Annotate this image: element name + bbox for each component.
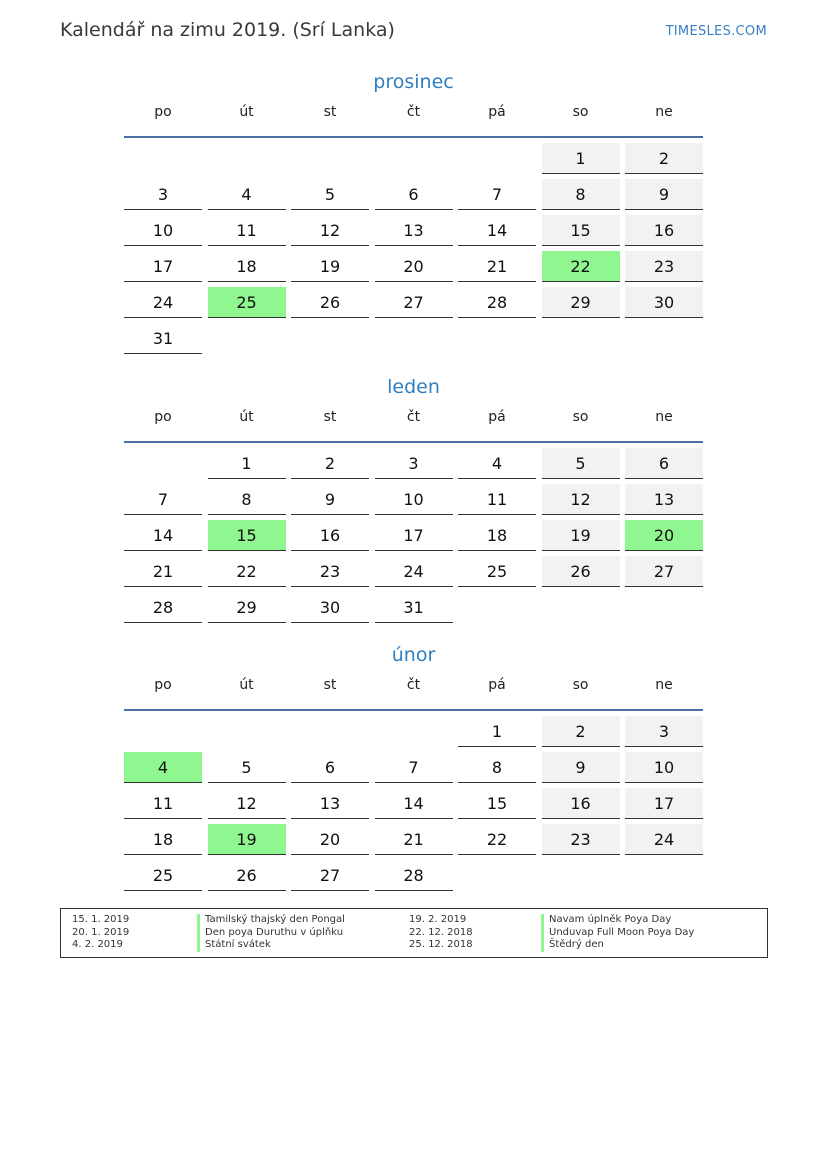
legend-date: 22. 12. 2018 <box>409 926 473 938</box>
day-cell[interactable]: 27 <box>291 860 369 891</box>
holiday-day-cell[interactable]: 4 <box>124 752 202 783</box>
day-cell[interactable]: 11 <box>208 215 286 246</box>
day-cell[interactable]: 11 <box>124 788 202 819</box>
day-cell[interactable]: 22 <box>208 556 286 587</box>
day-cell[interactable]: 1 <box>208 448 286 479</box>
day-cell[interactable]: 24 <box>375 556 453 587</box>
day-cell[interactable]: 25 <box>124 860 202 891</box>
legend-names-right <box>541 914 694 952</box>
legend-date: 19. 2. 2019 <box>409 914 467 925</box>
day-cell[interactable]: 8 <box>542 179 620 210</box>
day-cell[interactable]: 16 <box>625 215 703 246</box>
day-cell[interactable]: 2 <box>542 716 620 747</box>
weekday-header <box>124 409 703 443</box>
day-cell[interactable]: 13 <box>375 215 453 246</box>
day-cell[interactable]: 3 <box>124 179 202 210</box>
day-cell[interactable]: 14 <box>124 520 202 551</box>
legend-date: 20. 1. 2019 <box>72 926 130 938</box>
weekday-label: st <box>323 677 337 693</box>
day-cell[interactable]: 9 <box>291 484 369 515</box>
weekday-label: st <box>323 104 337 120</box>
weekday-label: ne <box>655 677 673 693</box>
day-cell[interactable]: 15 <box>542 215 620 246</box>
day-cell[interactable]: 10 <box>625 752 703 783</box>
day-cell[interactable]: 22 <box>458 824 536 855</box>
weekday-header <box>124 104 703 138</box>
day-cell[interactable]: 6 <box>375 179 453 210</box>
day-cell[interactable]: 25 <box>458 556 536 587</box>
day-cell[interactable]: 12 <box>291 215 369 246</box>
weekday-label: po <box>154 409 172 425</box>
weekday-label: pá <box>488 104 506 120</box>
day-cell[interactable]: 5 <box>208 752 286 783</box>
holiday-day-cell[interactable]: 22 <box>542 251 620 282</box>
day-cell[interactable]: 4 <box>208 179 286 210</box>
day-cell[interactable]: 5 <box>542 448 620 479</box>
day-cell[interactable]: 23 <box>291 556 369 587</box>
day-cell[interactable]: 29 <box>208 592 286 623</box>
day-cell[interactable]: 8 <box>208 484 286 515</box>
holiday-day-cell[interactable]: 19 <box>208 824 286 855</box>
weekday-label: so <box>572 104 589 120</box>
month-name: leden <box>387 376 440 398</box>
day-cell[interactable]: 13 <box>291 788 369 819</box>
day-cell[interactable]: 21 <box>124 556 202 587</box>
day-cell[interactable]: 31 <box>124 323 202 354</box>
legend-dates-right <box>409 914 473 952</box>
day-cell[interactable]: 21 <box>458 251 536 282</box>
day-cell[interactable]: 28 <box>124 592 202 623</box>
legend-date: 15. 1. 2019 <box>72 914 130 925</box>
day-cell[interactable]: 2 <box>291 448 369 479</box>
day-cell[interactable]: 18 <box>124 824 202 855</box>
day-cell[interactable]: 30 <box>291 592 369 623</box>
weekday-label: út <box>239 409 254 425</box>
weekday-label: pá <box>488 409 506 425</box>
day-cell[interactable]: 14 <box>458 215 536 246</box>
legend-holiday-name: Navam úplněk Poya Day <box>541 914 694 927</box>
weekday-label: po <box>154 104 172 120</box>
day-cell[interactable]: 24 <box>124 287 202 318</box>
weekday-label: ne <box>655 104 673 120</box>
weekday-label: so <box>572 409 589 425</box>
day-cell[interactable]: 26 <box>208 860 286 891</box>
day-cell[interactable]: 31 <box>375 592 453 623</box>
day-cell[interactable]: 7 <box>375 752 453 783</box>
holiday-day-cell[interactable]: 20 <box>625 520 703 551</box>
legend-date: 4. 2. 2019 <box>72 939 123 950</box>
day-cell[interactable]: 29 <box>542 287 620 318</box>
weekday-label: út <box>239 104 254 120</box>
day-cell[interactable]: 10 <box>124 215 202 246</box>
holiday-day-cell[interactable]: 25 <box>208 287 286 318</box>
day-cell[interactable]: 3 <box>625 716 703 747</box>
day-cell[interactable]: 21 <box>375 824 453 855</box>
weekday-label: út <box>239 677 254 693</box>
day-cell[interactable]: 2 <box>625 143 703 174</box>
day-cell[interactable]: 26 <box>291 287 369 318</box>
day-cell[interactable]: 16 <box>542 788 620 819</box>
day-cell[interactable]: 3 <box>375 448 453 479</box>
day-cell[interactable]: 15 <box>458 788 536 819</box>
day-cell[interactable]: 17 <box>625 788 703 819</box>
day-cell[interactable]: 20 <box>375 251 453 282</box>
day-cell[interactable]: 17 <box>124 251 202 282</box>
day-cell[interactable]: 28 <box>375 860 453 891</box>
day-cell[interactable]: 27 <box>375 287 453 318</box>
legend-holiday-name: Den poya Duruthu v úplňku <box>197 927 345 940</box>
month-block-1 <box>124 375 703 617</box>
legend-date: 25. 12. 2018 <box>409 939 473 950</box>
day-cell[interactable]: 18 <box>208 251 286 282</box>
day-cell[interactable]: 16 <box>291 520 369 551</box>
weekday-label: so <box>572 677 589 693</box>
day-cell[interactable]: 18 <box>458 520 536 551</box>
day-cell[interactable]: 10 <box>375 484 453 515</box>
day-cell[interactable]: 1 <box>542 143 620 174</box>
day-cell[interactable]: 20 <box>291 824 369 855</box>
weekday-label: čt <box>406 104 421 120</box>
day-cell[interactable]: 27 <box>625 556 703 587</box>
day-cell[interactable]: 11 <box>458 484 536 515</box>
holiday-legend <box>60 908 768 958</box>
day-cell[interactable]: 4 <box>458 448 536 479</box>
weekday-label: ne <box>655 409 673 425</box>
site-name[interactable]: TIMESLES.COM <box>665 24 767 39</box>
day-cell[interactable]: 23 <box>625 251 703 282</box>
day-cell[interactable]: 12 <box>542 484 620 515</box>
day-cell[interactable]: 12 <box>208 788 286 819</box>
month-block-0 <box>124 70 703 348</box>
day-cell[interactable]: 1 <box>458 716 536 747</box>
weekday-label: čt <box>406 677 421 693</box>
legend-names-left <box>197 914 345 952</box>
weekday-label: pá <box>488 677 506 693</box>
weekday-label: čt <box>406 409 421 425</box>
day-cell[interactable]: 24 <box>625 824 703 855</box>
month-name: prosinec <box>373 71 454 93</box>
day-cell[interactable]: 8 <box>458 752 536 783</box>
day-cell[interactable]: 7 <box>458 179 536 210</box>
month-name: únor <box>391 644 436 666</box>
day-cell[interactable]: 30 <box>625 287 703 318</box>
day-cell[interactable]: 26 <box>542 556 620 587</box>
legend-holiday-name: Unduvap Full Moon Poya Day <box>541 927 694 940</box>
day-cell[interactable]: 23 <box>542 824 620 855</box>
legend-holiday-name: Tamilský thajský den Pongal <box>197 914 345 927</box>
day-cell[interactable]: 9 <box>625 179 703 210</box>
day-cell[interactable]: 13 <box>625 484 703 515</box>
day-cell[interactable]: 28 <box>458 287 536 318</box>
day-cell[interactable]: 9 <box>542 752 620 783</box>
legend-holiday-name: Státní svátek <box>197 939 345 952</box>
weekday-label: st <box>323 409 337 425</box>
page-title: Kalendář na zimu 2019. (Srí Lanka) <box>60 19 395 41</box>
day-cell[interactable]: 19 <box>542 520 620 551</box>
holiday-day-cell[interactable]: 15 <box>208 520 286 551</box>
day-cell[interactable]: 6 <box>291 752 369 783</box>
day-cell[interactable]: 7 <box>124 484 202 515</box>
weekday-label: po <box>154 677 172 693</box>
day-cell[interactable]: 6 <box>625 448 703 479</box>
day-cell[interactable]: 14 <box>375 788 453 819</box>
month-block-2 <box>124 643 703 885</box>
day-cell[interactable]: 5 <box>291 179 369 210</box>
day-cell[interactable]: 17 <box>375 520 453 551</box>
legend-holiday-name: Štědrý den <box>541 939 694 952</box>
legend-dates-left <box>72 914 129 952</box>
weekday-header <box>124 677 703 711</box>
day-cell[interactable]: 19 <box>291 251 369 282</box>
